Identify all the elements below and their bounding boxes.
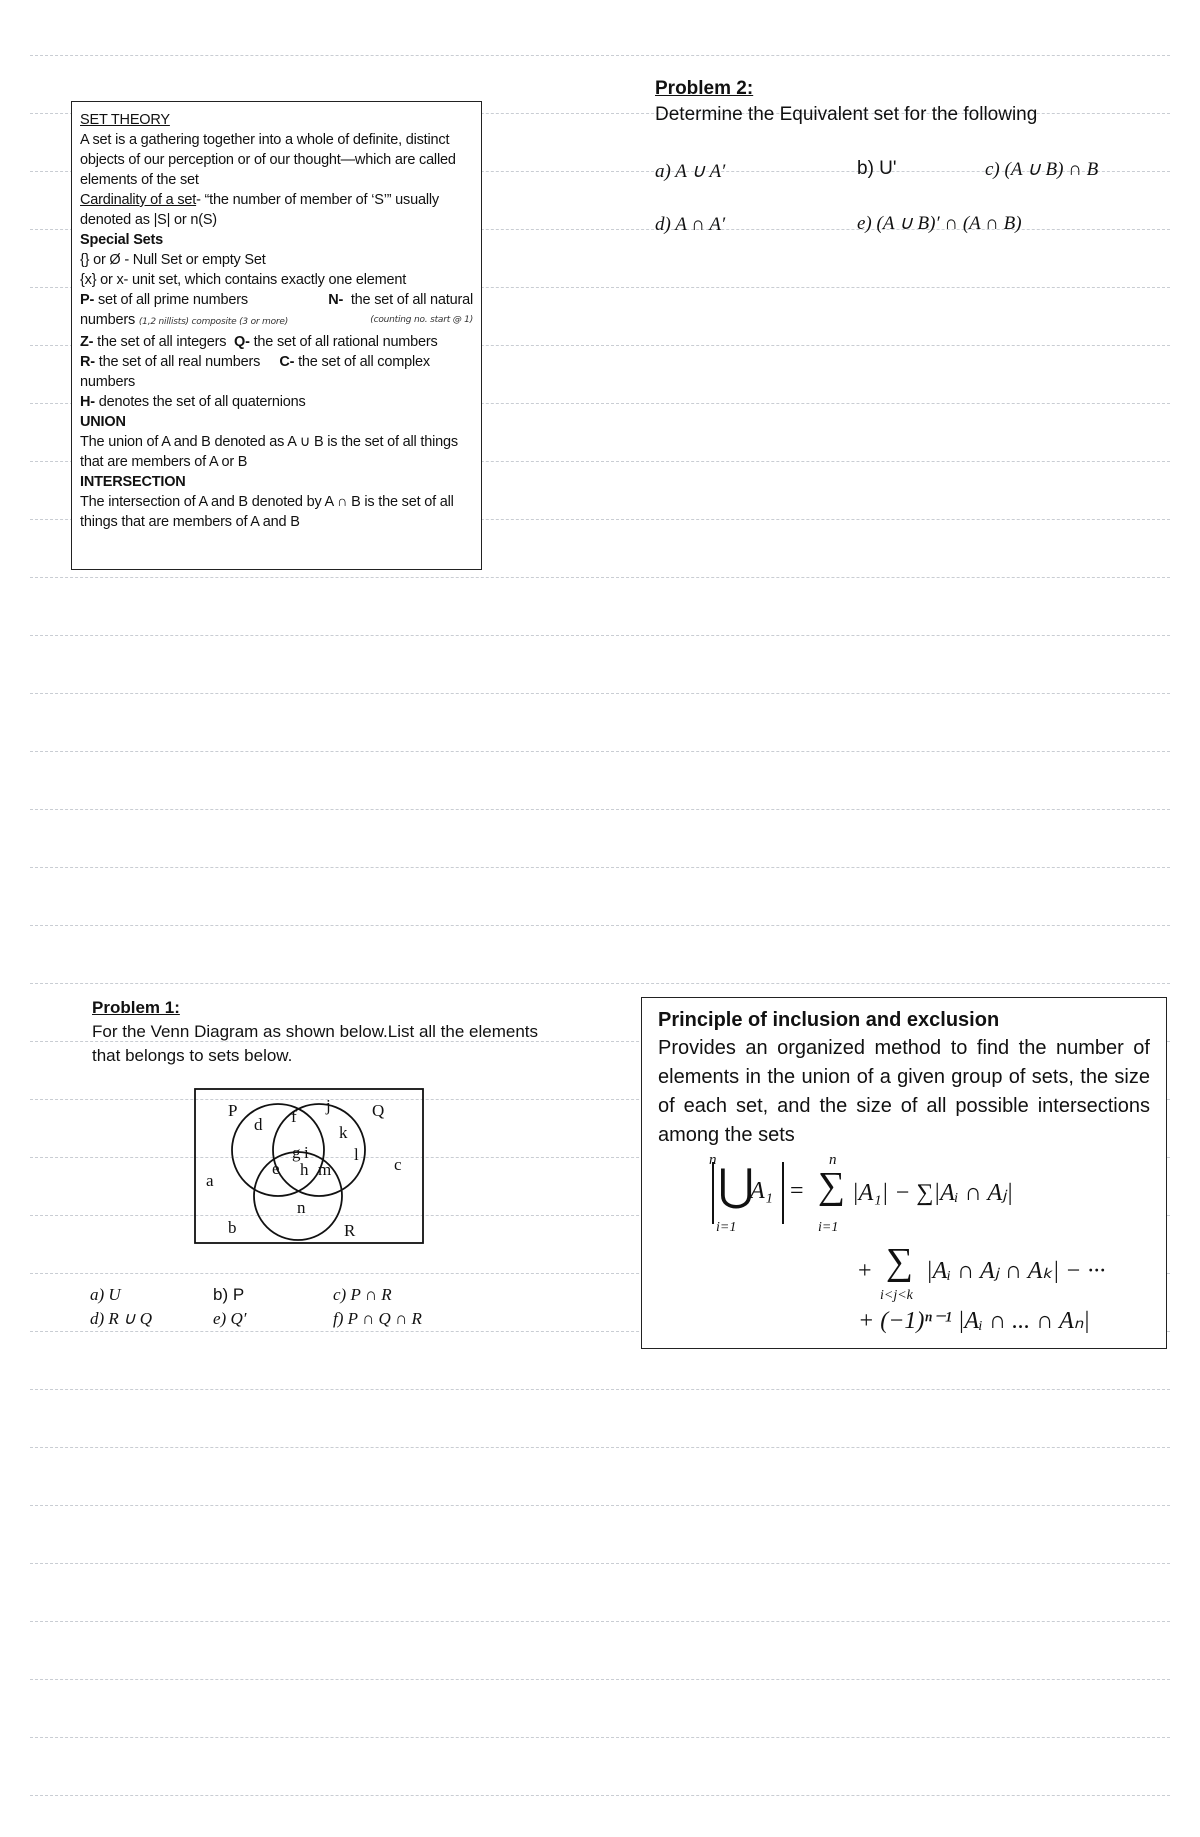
formula-sum-top: n xyxy=(829,1152,837,1168)
set-theory-title: SET THEORY xyxy=(80,112,170,128)
formula-union-bottom: i=1 xyxy=(716,1220,737,1235)
problem1-item-d: d) R ∪ Q xyxy=(90,1309,153,1328)
problem1-item-f: f) P ∩ Q ∩ R xyxy=(333,1309,422,1328)
r-text: the set of all real numbers xyxy=(98,354,261,370)
cardinality-label: Cardinality of a set xyxy=(80,192,197,208)
z-text: the set of all integers xyxy=(97,334,227,350)
formula-big-union-symbol: ⋃ xyxy=(718,1161,755,1210)
c-text: the set of all complex numbers xyxy=(80,354,430,390)
problem2-item-d: d) A ∩ A′ xyxy=(655,214,726,235)
inclusion-exclusion-box xyxy=(641,997,1167,1349)
venn-element-m: m xyxy=(318,1160,332,1179)
venn-element-n: n xyxy=(297,1198,306,1217)
h-text: denotes the set of all quaternions xyxy=(98,394,306,410)
formula-line3: + (−1)ⁿ⁻¹ |Aᵢ ∩ ... ∩ Aₙ| xyxy=(858,1308,1090,1334)
inclusion-exclusion-text: Provides an organized method to find the number of elements in the union of a given group of sets, the size of each set, and the size of all possible intersections among the sets xyxy=(658,1037,1150,1146)
problem2-subtitle: Determine the Equivalent set for the following xyxy=(655,104,1038,125)
formula-union-top: n xyxy=(709,1152,717,1168)
special-sets-title: Special Sets xyxy=(80,232,164,248)
q-label: Q- xyxy=(234,334,250,350)
inclusion-exclusion-formula xyxy=(658,1150,1150,1340)
problem2-item-a: a) A ∪ A′ xyxy=(655,161,726,182)
handwritten-note-primes: (1,2 nillists) composite (3 or more) xyxy=(138,317,289,327)
problem1-item-e: e) Q′ xyxy=(213,1309,247,1328)
problem1-item-a: a) U xyxy=(90,1285,121,1304)
set-q-circle xyxy=(273,1104,365,1196)
inclusion-exclusion-title: Principle of inclusion and exclusion xyxy=(658,1009,1000,1031)
formula-equals-sign: = xyxy=(790,1178,804,1204)
problem2-item-b: b) U' xyxy=(857,158,897,179)
r-label: R- xyxy=(80,354,95,370)
formula-abs-bar-right xyxy=(782,1162,784,1224)
p-label: P- xyxy=(80,292,95,308)
formula-plus-sign: + xyxy=(858,1258,872,1284)
union-text: The union of A and B denoted as A ∪ B is the set of all things that are members of A or B xyxy=(80,434,458,470)
venn-element-k: k xyxy=(339,1123,348,1142)
venn-label-q: Q xyxy=(372,1101,385,1120)
venn-element-a: a xyxy=(206,1171,214,1190)
formula-sum-symbol: ∑ xyxy=(818,1165,846,1207)
cardinality-text: - “the number of member of ‘S’” usually denoted as |S| or n(S) xyxy=(80,192,439,228)
unit-set-text: {x} or x- unit set, which contains exactly one element xyxy=(80,272,407,288)
intersection-text: The intersection of A and B denoted by A ∩ B is the set of all things that are members of A and B xyxy=(80,494,454,530)
venn-element-b: b xyxy=(228,1218,237,1237)
venn-element-f: f xyxy=(291,1107,297,1126)
null-set-text: {} or Ø - Null Set or empty Set xyxy=(80,252,266,268)
intersection-title: INTERSECTION xyxy=(80,474,186,490)
venn-element-c: c xyxy=(394,1155,402,1174)
problem2-title: Problem 2: xyxy=(655,78,754,99)
union-title: UNION xyxy=(80,414,126,430)
z-label: Z- xyxy=(80,334,94,350)
set-definition: A set is a gathering together into a whole of definite, distinct objects of our perception or of our thought—which are called elements of the set xyxy=(80,132,456,188)
numbers-word: numbers xyxy=(80,312,136,328)
formula-line1-rhs: |A₁| − ∑|Aᵢ ∩ Aⱼ| xyxy=(852,1180,1013,1206)
problem2-item-e: e) (A ∪ B)′ ∩ (A ∩ B) xyxy=(857,213,1022,234)
venn-element-h: h xyxy=(300,1160,309,1179)
problem1-title: Problem 1: xyxy=(92,998,180,1017)
formula-sum-bottom-2: i<j<k xyxy=(880,1288,913,1303)
formula-line2: |Aᵢ ∩ Aⱼ ∩ Aₖ| − ··· xyxy=(926,1258,1106,1284)
venn-diagram xyxy=(194,1088,424,1245)
p-text: set of all prime numbers xyxy=(97,292,248,308)
handwritten-note-natural: (counting no. start @ 1) xyxy=(370,315,473,325)
problem1-item-c: c) P ∩ R xyxy=(333,1285,392,1304)
formula-sum-bottom: i=1 xyxy=(818,1220,839,1235)
venn-element-g: g xyxy=(292,1143,301,1162)
h-label: H- xyxy=(80,394,95,410)
formula-lhs-term: A₁ xyxy=(750,1178,774,1204)
venn-element-l: l xyxy=(354,1145,359,1164)
n-label: N- xyxy=(328,292,344,308)
q-text: the set of all rational numbers xyxy=(253,334,438,350)
problem1-text: For the Venn Diagram as shown below.List all the elements that belongs to sets below. xyxy=(92,1022,539,1065)
n-text: the set of all natural xyxy=(350,292,473,308)
venn-element-d: d xyxy=(254,1115,263,1134)
venn-element-j: j xyxy=(326,1096,331,1115)
set-theory-box xyxy=(71,101,482,570)
problem1-section xyxy=(92,996,542,1068)
formula-abs-bar-left xyxy=(712,1162,714,1224)
venn-label-p: P xyxy=(228,1101,238,1120)
formula-sum-symbol-2: ∑ xyxy=(886,1241,914,1283)
c-label: C- xyxy=(279,354,295,370)
set-p-circle xyxy=(232,1104,324,1196)
venn-element-e: e xyxy=(272,1159,280,1178)
problem1-item-b: b) P xyxy=(213,1285,245,1304)
problem2-item-c: c) (A ∪ B) ∩ B xyxy=(985,159,1099,180)
venn-label-r: R xyxy=(344,1221,356,1240)
venn-element-i: i xyxy=(304,1143,309,1162)
